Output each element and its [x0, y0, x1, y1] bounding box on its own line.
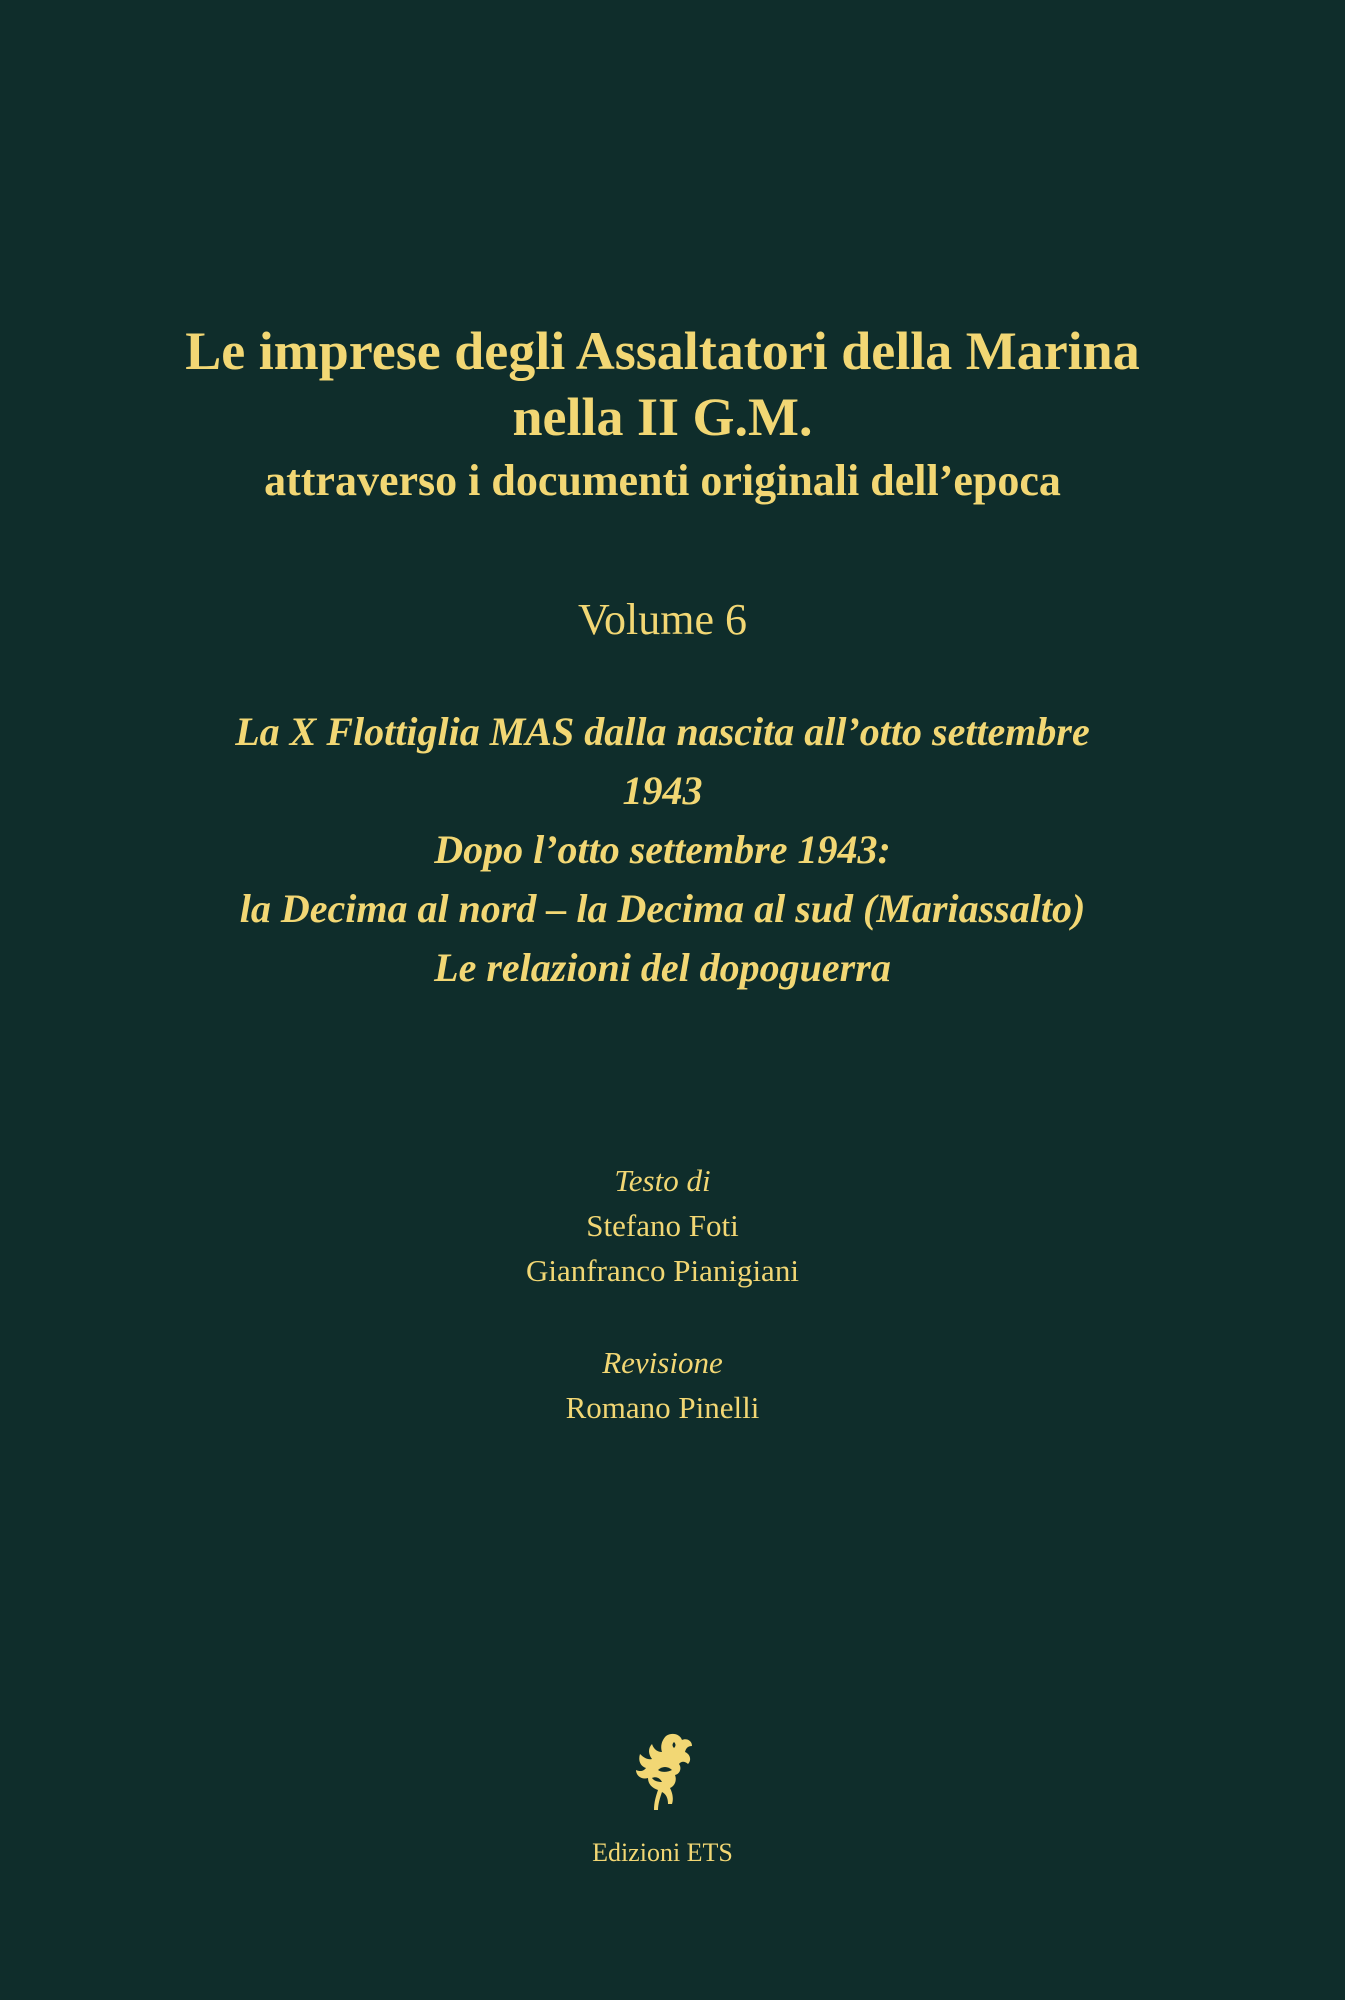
credits-spacer	[0, 1293, 1345, 1340]
contents-line-4: la Decima al nord – la Decima al sud (Mariassalto)	[239, 886, 1086, 931]
author-name: Gianfranco Pianigiani	[526, 1253, 799, 1288]
contents-block	[0, 702, 1345, 997]
griffin-logo-icon	[628, 1730, 698, 1814]
subtitle: attraverso i documenti originali dell’epoca	[264, 456, 1061, 505]
contents-line-1: La X Flottiglia MAS dalla nascita all’otto settembre	[235, 709, 1090, 754]
title-block	[0, 318, 1345, 512]
reviser-name: Romano Pinelli	[565, 1390, 760, 1425]
contents-line-2: 1943	[622, 768, 703, 813]
title-line-1: Le imprese degli Assaltatori della Marina	[185, 321, 1140, 381]
author-name: Stefano Foti	[586, 1208, 739, 1243]
credits-block	[0, 1158, 1345, 1430]
contents-line-5: Le relazioni del dopoguerra	[434, 945, 891, 990]
revision-role-label: Revisione	[602, 1345, 723, 1380]
title-line-2: nella II G.M.	[512, 387, 813, 447]
contents-line-3: Dopo l’otto settembre 1943:	[434, 827, 891, 872]
publisher-name: Edizioni ETS	[592, 1838, 733, 1867]
volume-label: Volume 6	[577, 595, 748, 644]
publisher-block	[0, 1730, 1345, 1870]
text-role-label: Testo di	[614, 1163, 711, 1198]
